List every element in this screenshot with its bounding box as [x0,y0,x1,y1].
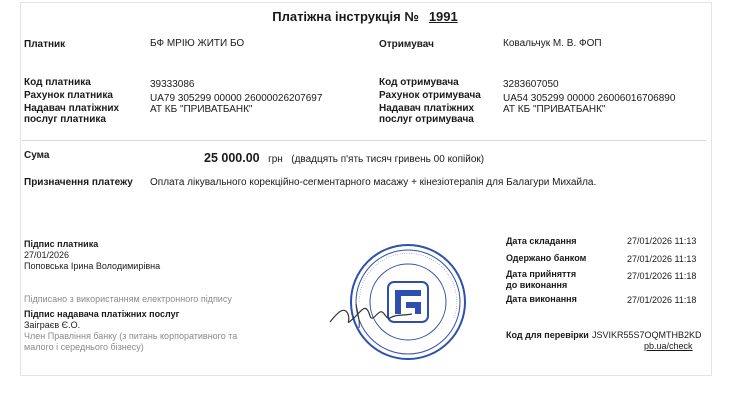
provider-signature-role-line2: малого і середнього бізнесу) [24,342,144,352]
sum-value [204,149,484,167]
sum-amount: 25 000.00 [204,151,260,165]
date-created-label: Дата складання [506,236,577,246]
sum-currency: грн [268,154,283,165]
verification-link[interactable]: pb.ua/check [644,341,693,351]
date-accepted-label-line1: Дата прийняття [506,269,577,279]
sum-label: Сума [24,150,50,161]
date-executed-value: 27/01/2026 11:18 [627,295,697,305]
receiver-code-label: Код отримувача [379,77,459,88]
verification-label: Код для перевірки [506,330,589,340]
date-received-value: 27/01/2026 11:13 [627,254,697,264]
payer-signature-label: Підпис платника [24,239,99,249]
payer-provider-label [24,103,119,125]
date-accepted-value: 27/01/2026 11:18 [627,271,697,281]
document-title [0,9,730,24]
payer-value: БФ МРІЮ ЖИТИ БО [150,38,245,49]
purpose-value: Оплата лікувального корекційно-сегментарного масажу + кінезіотерапія для Балагури Михайла. [150,177,597,188]
receiver-account-value: UA54 305299 00000 26006016706890 [503,93,676,104]
payer-provider-label-line1: Надавач платіжних [24,103,120,114]
payer-signature-name: Поповська Ірина Володимирівна [24,261,161,271]
provider-signature-name: Заіграєв Є.О. [24,320,81,330]
payer-account-value: UA79 305299 00000 26000026207697 [150,93,323,104]
handwritten-signature [326,292,416,332]
payer-code-value: 39333086 [150,79,195,90]
divider [22,140,706,141]
date-created-value: 27/01/2026 11:13 [627,236,697,246]
date-accepted-label-line2: до виконання [506,280,568,290]
receiver-account-label: Рахунок отримувача [379,90,481,101]
receiver-label: Отримувач [379,39,434,50]
date-executed-label: Дата виконання [506,294,577,304]
document-number: 1991 [428,9,458,24]
payer-provider-label-line2: послуг платника [24,114,106,125]
document-title-text: Платіжна інструкція № [272,9,419,24]
provider-signature-role-line1: Член Правління банку (з питань корпоративного та [24,331,238,341]
payer-signature-date: 27/01/2026 [24,250,70,260]
purpose-label: Призначення платежу [24,177,133,188]
receiver-provider-label-line1: Надавач платіжних [379,103,475,114]
receiver-code-value: 3283607050 [503,79,559,90]
e-sign-note: Підписано з використанням електронного підпису [24,294,232,304]
date-received-label: Одержано банком [506,253,587,263]
receiver-value: Ковальчук М. В. ФОП [503,38,602,49]
svg-text:······························: ········································································· [356,250,460,320]
payer-code-label: Код платника [24,77,91,88]
sum-in-words: (двадцять п'ять тисяч гривень 00 копійок) [291,154,485,165]
date-accepted-label [506,269,576,291]
verification-code: JSVIKR55S7OQMTHB2KD [592,330,702,340]
payer-provider-value: АТ КБ "ПРИВАТБАНК" [150,104,253,115]
payer-label: Платник [24,39,66,50]
payer-account-label: Рахунок платника [24,90,113,101]
receiver-provider-value: АТ КБ "ПРИВАТБАНК" [503,104,606,115]
receiver-provider-label [379,103,474,125]
provider-signature-label: Підпис надавача платіжних послуг [24,309,180,319]
receiver-provider-label-line2: послуг отримувача [379,114,474,125]
